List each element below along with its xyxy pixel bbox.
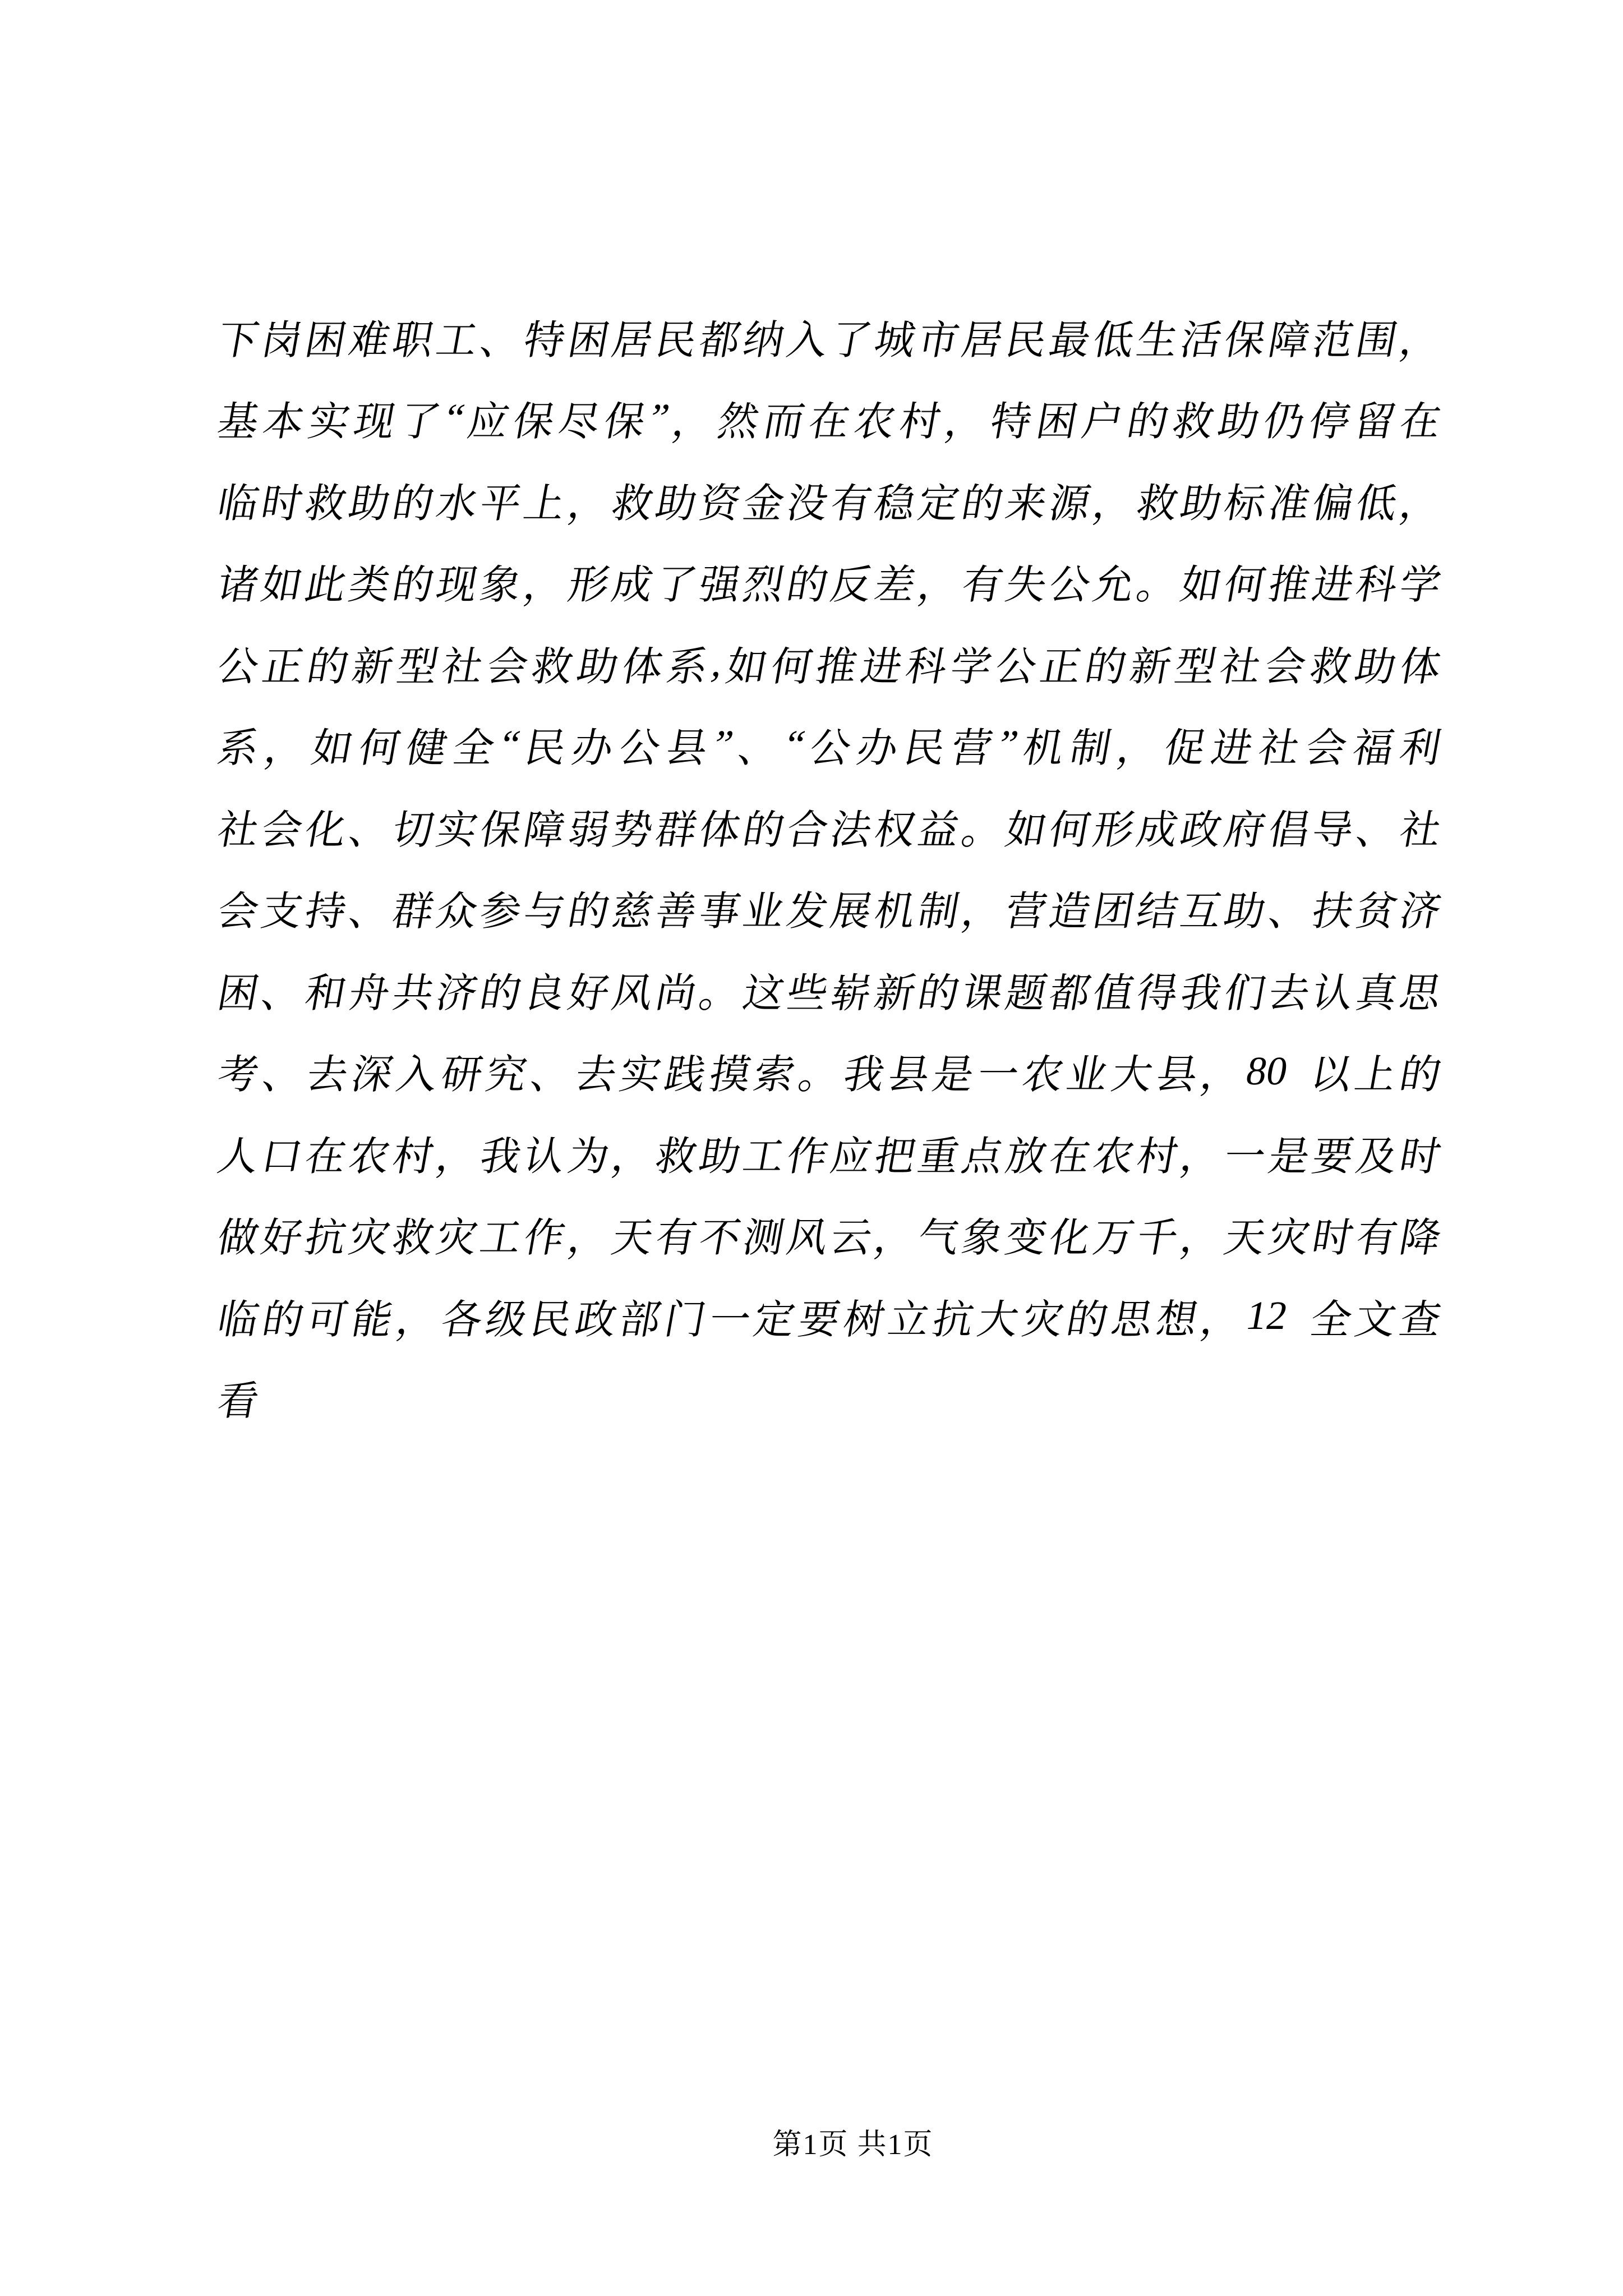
text-line: 做 好 抗 灾 救 灾 工 作 ， 天 有 不 测 风 云 ， 气 象 变 化 万 千 ， 天 灾 时 有 降	[214, 1216, 1445, 1261]
text-line: 考 、 去 深 入 研 究 、 去 实 践 摸 索 。 我 县 是 一 农 业 大 县 ， 80 以 上 的	[214, 1048, 1445, 1098]
page-footer: 第1页 共1页	[772, 2129, 934, 2161]
text-line: 公 正 的 新 型 社 会 救 助 体 系 , 如 何 推 进 科 学 公 正 的 新 型 社 会 救 助 体	[214, 640, 1445, 689]
text-line: 下 岗 困 难 职 工 、 特 困 居 民 都 纳 入 了 城 市 居 民 最 低 生 活 保 障 范 围 ，	[214, 318, 1445, 363]
text-line: 基 本 实 现 了 “ 应 保 尽 保 ” ， 然 而 在 农 村 ， 特 困 户 的 救 助 仍 停 留 在	[214, 395, 1445, 445]
text-line: 社 会 化 、 切 实 保 障 弱 势 群 体 的 合 法 权 益 。 如 何 形 成 政 府 倡 导 、 社	[214, 807, 1445, 853]
text-line: 会 支 持 、 群 众 参 与 的 慈 善 事 业 发 展 机 制 ， 营 造 团 结 互 助 、 扶 贫 济	[214, 889, 1445, 935]
text-line: 临 时 救 助 的 水 平 上 ， 救 助 资 金 没 有 稳 定 的 来 源 ， 救 助 标 准 偏 低 ，	[214, 481, 1445, 526]
document-body	[214, 296, 1445, 1438]
text-line: 诸 如 此 类 的 现 象 ， 形 成 了 强 烈 的 反 差 ， 有 失 公 允 。 如 何 推 进 科 学	[214, 563, 1445, 608]
text-line: 临 的 可 能 ， 各 级 民 政 部 门 一 定 要 树 立 抗 大 灾 的 思 想 ， 12 全 文 查	[214, 1293, 1445, 1342]
text-line: 困 、 和 舟 共 济 的 良 好 风 尚 。 这 些 崭 新 的 课 题 都 值 得 我 们 去 认 真 思	[214, 970, 1445, 1016]
text-line: 人 口 在 农 村 ， 我 认 为 ， 救 助 工 作 应 把 重 点 放 在 农 村 ， 一 是 要 及 时	[214, 1134, 1445, 1179]
text-line: 系 ， 如 何 健 全 “ 民 办 公 县 ” 、 “ 公 办 民 营 ” 机 制 ， 促 进 社 会 福 利	[214, 721, 1445, 771]
text-line: 看	[214, 1379, 262, 1424]
